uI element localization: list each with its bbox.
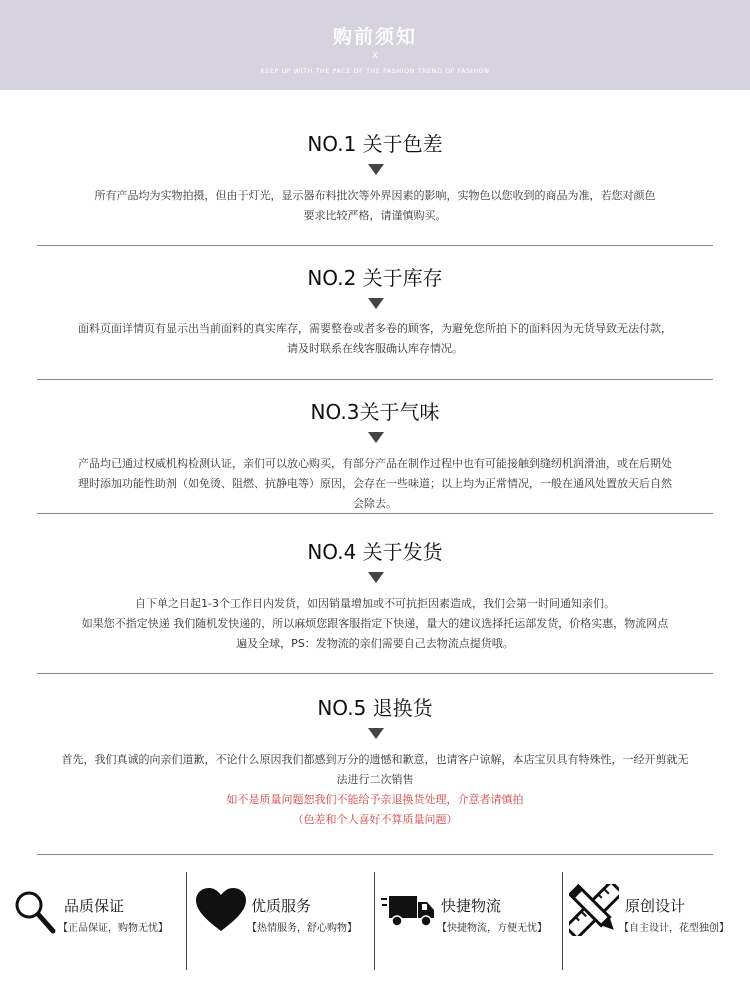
warning-line: 如不是质量问题恕我们不能给予亲退换货处理，介意者请慎拍 [226, 793, 524, 806]
warning-line: （色差和个人喜好不算质量问题） [292, 813, 458, 826]
body-line: 遍及全球，PS：发物流的亲们需要自己去物流点提货哦。 [236, 637, 514, 650]
body-line: 理时添加功能性助剂（如免烫、阻燃、抗静电等）原因，会存在一些味道；以上均为正常情况，一般在通风处置放天后自然 [78, 477, 672, 490]
section-title: NO.3关于气味 [310, 400, 440, 424]
down-arrow-icon [368, 298, 384, 309]
divider [37, 379, 713, 380]
down-arrow-icon [368, 164, 384, 175]
section-body [30, 750, 720, 830]
header-banner [0, 0, 750, 90]
feature-title: 原创设计 [625, 897, 686, 915]
magnifier-icon [12, 888, 58, 936]
feature-subtitle: 【热情服务，舒心购物】 [247, 923, 357, 934]
section-title: NO.2 关于库存 [307, 266, 443, 290]
body-line: 如果您不指定快递 我们随机发快递的，所以麻烦您跟客服指定下快递，量大的建议选择托运部发货，价格实惠，物流网点 [81, 617, 669, 630]
feature-subtitle: 【正品保证，购物无忧】 [58, 923, 168, 934]
heart-icon [195, 888, 247, 932]
down-arrow-icon [368, 572, 384, 583]
down-arrow-icon [368, 432, 384, 443]
divider [37, 673, 713, 674]
feature-bar [0, 866, 750, 971]
feature-subtitle: 【自主设计，花型独创】 [619, 923, 729, 934]
section-body [30, 454, 720, 514]
divider [37, 513, 713, 514]
body-line: 产品均已通过权威机构检测认证，亲们可以放心购买，有部分产品在制作过程中也有可能接触到缝纫机润滑油，或在后期处 [78, 457, 672, 470]
section-body [30, 319, 720, 359]
body-line: 面料页面详情页有显示出当前面料的真实库存，需要整卷或者多卷的顾客，为避免您所拍下的面料因为无货导致无法付款， [78, 322, 672, 335]
body-line: 请及时联系在线客服确认库存情况。 [287, 342, 463, 355]
body-line: 会除去。 [353, 497, 397, 510]
body-line: 首先，我们真诚的向亲们道歉，不论什么原因我们都感到万分的遗憾和歉意，也请客户谅解，本店宝贝具有特殊性，一经开剪就无 [61, 753, 689, 766]
feature-subtitle: 【快捷物流，方便无忧】 [437, 923, 547, 934]
section-title: NO.4 关于发货 [307, 540, 443, 564]
banner-subtitle: KEEP UP WITH THE PACE OF THE FASHION TREND OF FASHION [260, 67, 490, 75]
body-line: 自下单之日起1-3个工作日内发货，如因销量增加或不可抗拒因素造成，我们会第一时间通知亲们。 [135, 597, 615, 610]
body-line: 要求比较严格，请谨慎购买。 [303, 209, 447, 222]
feature-design [563, 866, 750, 971]
pencil-ruler-icon [569, 884, 619, 936]
feature-logistics [375, 866, 562, 971]
section-title: NO.5 退换货 [317, 696, 433, 720]
body-line: 所有产品均为实物拍摄，但由于灯光，显示器布料批次等外界因素的影响，实物色以您收到的商品为准，若您对颜色 [94, 189, 656, 202]
feature-title: 快捷物流 [441, 897, 502, 915]
down-arrow-icon [368, 728, 384, 739]
banner-mark: X [372, 51, 378, 60]
section-body [30, 186, 720, 226]
banner-title: 购前须知 [332, 26, 417, 48]
divider [37, 854, 713, 855]
section-body [30, 594, 720, 654]
section-title: NO.1 关于色差 [307, 132, 443, 156]
divider [37, 245, 713, 246]
feature-quality [0, 866, 186, 971]
truck-icon [381, 896, 435, 928]
feature-title: 品质保证 [64, 897, 125, 915]
feature-service [187, 866, 374, 971]
feature-title: 优质服务 [251, 897, 312, 915]
body-line: 法进行二次销售 [336, 773, 414, 786]
